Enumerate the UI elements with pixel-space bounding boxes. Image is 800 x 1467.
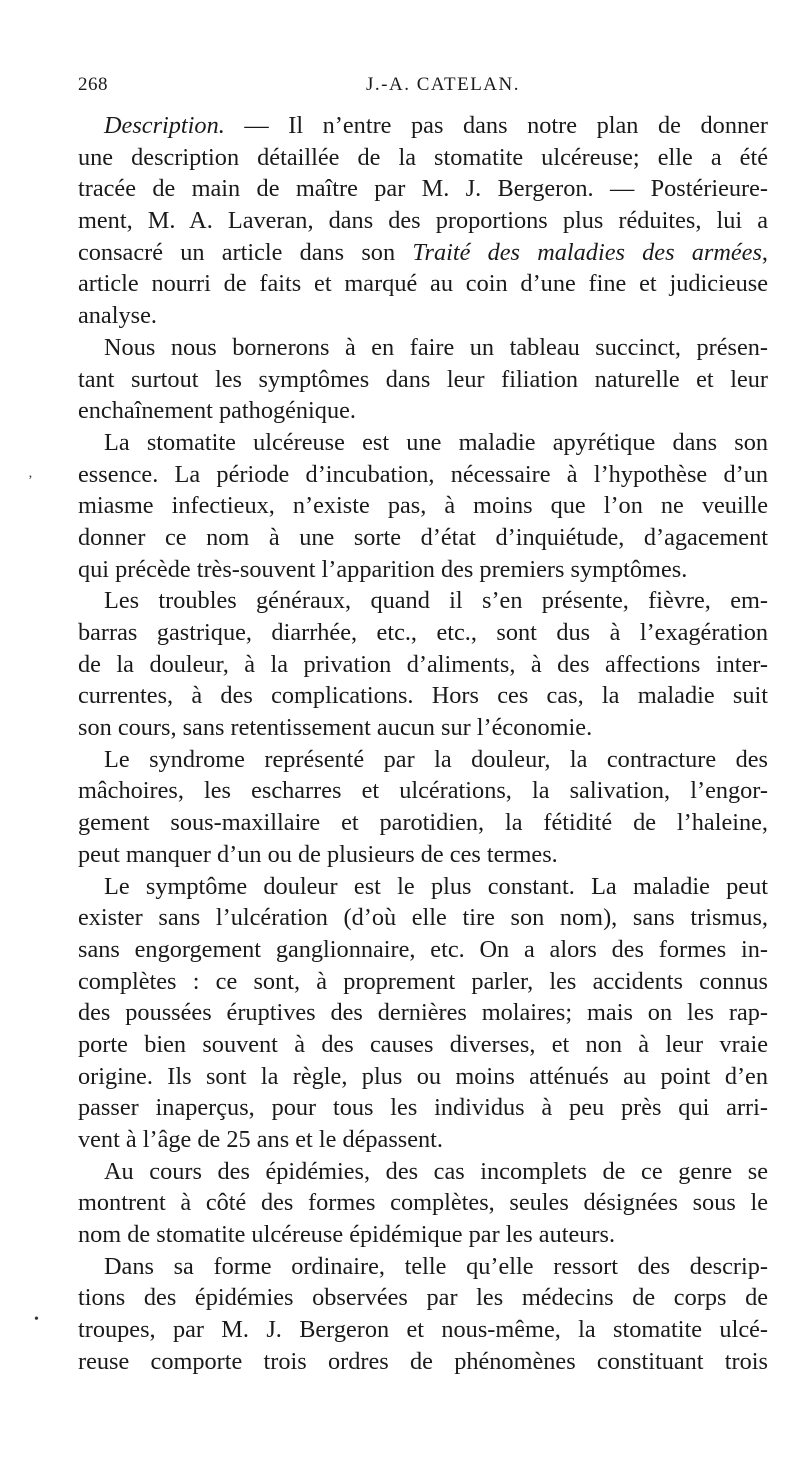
text-segment: exister sans l’ulcération (d’où elle tire son nom), sans trismus, bbox=[78, 904, 768, 932]
paragraph bbox=[78, 744, 768, 871]
text-line bbox=[78, 680, 768, 712]
text-segment: troupes, par M. J. Bergeron et nous-même, la stomatite ulcé- bbox=[78, 1316, 768, 1344]
text-line bbox=[78, 364, 768, 396]
text-line bbox=[78, 775, 768, 807]
text-segment: des poussées éruptives des dernières molaires; mais on les rap- bbox=[78, 999, 768, 1027]
text-line bbox=[78, 427, 768, 459]
text-line bbox=[78, 649, 768, 681]
text-segment: montrent à côté des formes complètes, seules désignées sous le bbox=[78, 1189, 768, 1217]
text-segment: nom de stomatite ulcéreuse épidémique par les auteurs. bbox=[78, 1221, 616, 1249]
paragraph bbox=[78, 110, 768, 332]
text-line bbox=[78, 1251, 768, 1283]
text-line bbox=[78, 966, 768, 998]
text-segment: origine. Ils sont la règle, plus ou moins atténués au point d’en bbox=[78, 1062, 768, 1090]
text-segment: Nous nous bornerons à en faire un tableau succinct, présen- bbox=[104, 333, 768, 361]
margin-mark: ‚ bbox=[28, 466, 33, 481]
text-segment: tions des épidémies observées par les médecins de corps de bbox=[78, 1284, 768, 1312]
book-title: Traité des maladies des armées bbox=[412, 238, 762, 266]
text-segment: vent à l’âge de 25 ans et le dépassent. bbox=[78, 1126, 443, 1153]
text-segment: essence. La période d’incubation, nécessaire à l’hypothèse d’un bbox=[78, 460, 768, 488]
text-segment: analyse. bbox=[78, 302, 157, 330]
text-segment: barras gastrique, diarrhée, etc., etc., sont dus à l’exagération bbox=[78, 619, 768, 646]
section-lead: Description. bbox=[104, 112, 225, 139]
text-segment: porte bien souvent à des causes diverses, et non à leur vraie bbox=[78, 1030, 768, 1058]
text-line bbox=[78, 459, 768, 491]
text-segment: , bbox=[761, 238, 768, 266]
paragraph bbox=[78, 332, 768, 427]
text-line bbox=[78, 300, 768, 332]
text-segment: Dans sa forme ordinaire, telle qu’elle ressort des descrip- bbox=[104, 1252, 768, 1280]
text-line bbox=[78, 1282, 768, 1314]
text-segment: une description détaillée de la stomatite ulcéreuse; elle a été bbox=[78, 143, 768, 171]
paragraph bbox=[78, 1251, 768, 1378]
text-line bbox=[78, 1187, 768, 1219]
paragraph bbox=[78, 1156, 768, 1251]
text-segment: de la douleur, à la privation d’aliments, à des affections inter- bbox=[78, 650, 768, 678]
text-line bbox=[78, 1219, 768, 1251]
text-segment: son cours, sans retentissement aucun sur l’économie. bbox=[78, 714, 593, 742]
text-segment: Au cours des épidémies, des cas incomplets de ce genre se bbox=[104, 1157, 768, 1185]
text-segment: ment, M. A. Laveran, dans des proportions plus réduites, lui a bbox=[78, 207, 768, 235]
text-segment: complètes : ce sont, à proprement parler, les accidents connus bbox=[78, 967, 768, 995]
text-line bbox=[78, 237, 768, 269]
text-segment: qui précède très-souvent l’apparition des premiers symptômes. bbox=[78, 555, 688, 583]
text-line bbox=[78, 1092, 768, 1124]
running-head bbox=[76, 74, 766, 102]
page-number: 268 bbox=[78, 74, 108, 95]
text-segment: article nourri de faits et marqué au coin d’une fine et judicieuse bbox=[78, 270, 768, 298]
text-line bbox=[78, 997, 768, 1029]
text-line bbox=[78, 744, 768, 776]
text-line bbox=[78, 332, 768, 364]
text-segment: reuse comporte trois ordres de phénomènes constituant trois bbox=[78, 1347, 768, 1375]
text-segment: passer inaperçus, pour tous les individus à peu près qui arri- bbox=[78, 1094, 768, 1122]
text-segment: gement sous-maxillaire et parotidien, la fétidité de l’haleine, bbox=[78, 809, 768, 837]
text-line bbox=[78, 1029, 768, 1061]
body-text bbox=[78, 110, 768, 1378]
text-line bbox=[78, 173, 768, 205]
text-line bbox=[78, 902, 768, 934]
text-line bbox=[78, 1124, 768, 1156]
text-segment: — Il n’entre pas dans notre plan de donner bbox=[224, 112, 768, 139]
text-segment: mâchoires, les escharres et ulcérations, la salivation, l’engor- bbox=[78, 777, 768, 805]
text-line bbox=[78, 205, 768, 237]
text-line bbox=[78, 110, 768, 142]
text-line bbox=[78, 522, 768, 554]
margin-mark: • bbox=[34, 1312, 39, 1327]
text-line bbox=[78, 1061, 768, 1093]
text-line bbox=[78, 142, 768, 174]
text-segment: peut manquer d’un ou de plusieurs de ces termes. bbox=[78, 840, 558, 868]
text-segment: consacré un article dans son bbox=[78, 238, 413, 266]
paragraph bbox=[78, 427, 768, 585]
text-line bbox=[78, 268, 768, 300]
text-line bbox=[78, 490, 768, 522]
text-segment: La stomatite ulcéreuse est une maladie apyrétique dans son bbox=[104, 428, 768, 456]
text-segment: Le syndrome représenté par la douleur, la contracture des bbox=[104, 745, 768, 773]
text-segment: miasme infectieux, n’existe pas, à moins que l’on ne veuille bbox=[78, 492, 768, 520]
text-segment: tant surtout les symptômes dans leur filiation naturelle et leur bbox=[78, 365, 768, 393]
running-title: J.-A. CATELAN. bbox=[366, 74, 520, 95]
text-segment: sans engorgement ganglionnaire, etc. On a alors des formes in- bbox=[78, 935, 768, 963]
text-segment: Le symptôme douleur est le plus constant. La maladie peut bbox=[104, 872, 768, 900]
text-line bbox=[78, 871, 768, 903]
text-line bbox=[78, 1314, 768, 1346]
text-segment: tracée de main de maître par M. J. Bergeron. — Postérieure- bbox=[78, 175, 768, 203]
text-line bbox=[78, 617, 768, 649]
text-line bbox=[78, 934, 768, 966]
text-line bbox=[78, 1156, 768, 1188]
text-line bbox=[78, 839, 768, 871]
text-line bbox=[78, 1346, 768, 1378]
paragraph bbox=[78, 871, 768, 1156]
text-line bbox=[78, 585, 768, 617]
text-segment: Les troubles généraux, quand il s’en présente, fièvre, em- bbox=[104, 587, 768, 615]
text-line bbox=[78, 395, 768, 427]
text-segment: donner ce nom à une sorte d’état d’inquiétude, d’agacement bbox=[78, 523, 768, 551]
text-line bbox=[78, 807, 768, 839]
text-segment: currentes, à des complications. Hors ces cas, la maladie suit bbox=[78, 682, 768, 710]
text-segment: enchaînement pathogénique. bbox=[78, 397, 356, 425]
text-line bbox=[78, 554, 768, 586]
paragraph bbox=[78, 585, 768, 743]
text-line bbox=[78, 712, 768, 744]
